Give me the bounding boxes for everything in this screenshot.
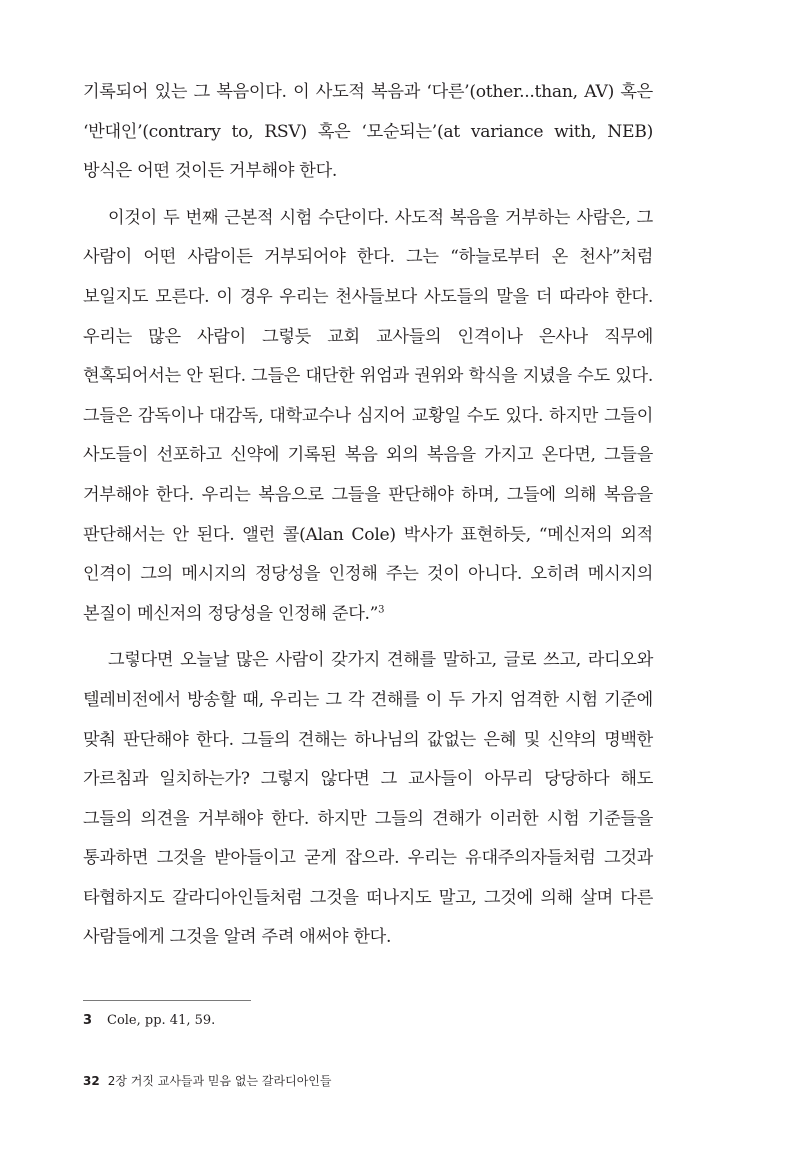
footnote-number: 3 (83, 1013, 93, 1028)
footnote-text: Cole, pp. 41, 59. (107, 1013, 216, 1028)
running-footer (83, 1073, 331, 1089)
chapter-title: 2장 거짓 교사들과 믿음 없는 갈라디아인들 (107, 1074, 332, 1088)
body-text (83, 73, 653, 958)
paragraph-continuation (83, 73, 653, 192)
footnote-reference[interactable]: 3 (378, 603, 385, 615)
paragraph-conclusion (83, 641, 653, 958)
paragraph-text: 그렇다면 오늘날 많은 사람이 갖가지 견해를 말하고, 글로 쓰고, 라디오와 텔레비전에서 방송할 때, 우리는 그 각 견해를 이 두 가지 엄격한 시험 기준에 맞춰 판단해야 한다. 그들의 견해는 하나님의 값없는 은혜 및 신약의 명백한 가르침과 일치하는가? 그렇지 않다면 그 교사들이 아무리 당당하다 해도 그들의 의견을 거부해야 한다. 하지만 그들의 견해가 이러한 시험 기준들을 통과하면 그것을 받아들이고 굳게 잡으라. 우리는 유대주의자들처럼 그것과 타협하지도 갈라디아인들처럼 그것을 떠나지도 말고, 그것에 의해 살며 다른 사람들에게 그것을 알려 주려 애써야 한다. (83, 650, 653, 948)
page-number: 32 (83, 1074, 100, 1088)
paragraph-text: 기록되어 있는 그 복음이다. 이 사도적 복음과 ‘다른’(other...than, AV) 혹은 ‘반대인’(contrary to, RSV) 혹은 ‘모순되는’(at variance with, NEB) 방식은 어떤 것이든 거부해야 한다. (83, 82, 653, 182)
paragraph-second-test (83, 199, 653, 635)
footnote-divider (83, 1000, 251, 1001)
footnote (83, 1012, 215, 1030)
paragraph-text: 이것이 두 번째 근본적 시험 수단이다. 사도적 복음을 거부하는 사람은, 그 사람이 어떤 사람이든 거부되어야 한다. 그는 “하늘로부터 온 천사”처럼 보일지도 모른다. 이 경우 우리는 천사들보다 사도들의 말을 더 따라야 한다. 우리는 많은 사람이 그렇듯 교회 교사들의 인격이나 은사나 직무에 현혹되어서는 안 된다. 그들은 대단한 위엄과 권위와 학식을 지녔을 수도 있다. 그들은 감독이나 대감독, 대학교수나 심지어 교황일 수도 있다. 하지만 그들이 사도들이 선포하고 신약에 기록된 복음 외의 복음을 가지고 온다면, 그들을 거부해야 한다. 우리는 복음으로 그들을 판단해야 하며, 그들에 의해 복음을 판단해서는 안 된다. 앨런 콜(Alan Cole) 박사가 표현하듯, “메신저의 외적 인격이 그의 메시지의 정당성을 인정해 주는 것이 아니다. 오히려 메시지의 본질이 메신저의 정당성을 인정해 준다.” (83, 207, 653, 624)
